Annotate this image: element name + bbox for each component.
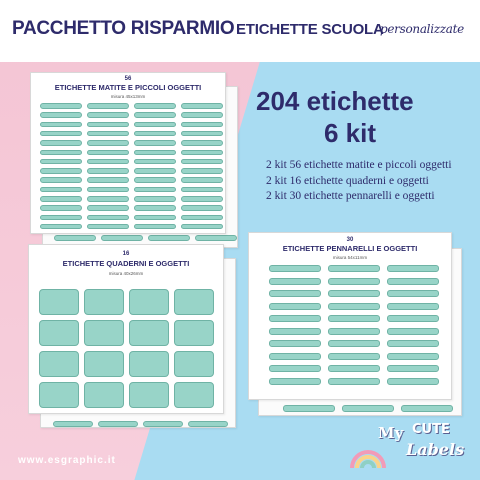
- label-shape: [387, 278, 439, 285]
- label-shape: [195, 235, 237, 241]
- label-shape: [40, 168, 82, 174]
- header-title: PACCHETTO RISPARMIO: [12, 18, 235, 39]
- label-shape: [387, 328, 439, 335]
- label-shape: [181, 215, 223, 221]
- label-shape: [134, 177, 176, 183]
- label-shape: [134, 196, 176, 202]
- pencil-sheet-count: 56: [124, 76, 132, 82]
- label-shape: [129, 382, 169, 408]
- label-shape: [188, 421, 228, 427]
- label-shape: [269, 315, 321, 322]
- label-shape: [181, 168, 223, 174]
- kit-line: 2 kit 16 etichette quaderni e oggetti: [266, 174, 429, 187]
- label-shape: [328, 378, 380, 385]
- logo-my: My: [378, 424, 404, 442]
- label-shape: [269, 303, 321, 310]
- label-shape: [174, 289, 214, 315]
- label-shape: [40, 112, 82, 118]
- notebook-sheet-count: 16: [122, 251, 130, 257]
- header-band: [0, 0, 480, 62]
- label-shape: [40, 159, 82, 165]
- label-shape: [40, 215, 82, 221]
- label-shape: [328, 365, 380, 372]
- label-shape: [134, 122, 176, 128]
- label-shape: [87, 131, 129, 137]
- pencil-sheet: [30, 72, 226, 234]
- website-link[interactable]: www.esgraphic.it: [18, 455, 116, 466]
- label-shape: [328, 265, 380, 272]
- label-shape: [129, 289, 169, 315]
- label-shape: [87, 168, 129, 174]
- brand-logo: [348, 420, 468, 478]
- label-shape: [98, 421, 138, 427]
- marker-sheet-size: misura 54x11mm: [332, 255, 368, 260]
- label-shape: [328, 315, 380, 322]
- pencil-sheet-size: misura 45x13mm: [110, 94, 146, 99]
- label-shape: [328, 340, 380, 347]
- marker-sheet-title: ETICHETTE PENNARELLI E OGGETTI: [282, 244, 418, 253]
- label-shape: [269, 365, 321, 372]
- label-shape: [181, 112, 223, 118]
- kit-list: [266, 158, 452, 205]
- label-shape: [129, 351, 169, 377]
- label-shape: [269, 265, 321, 272]
- notebook-sheet-size: misura 40x26mm: [108, 271, 144, 276]
- label-shape: [84, 289, 124, 315]
- label-shape: [328, 353, 380, 360]
- label-shape: [39, 382, 79, 408]
- label-shape: [283, 405, 335, 412]
- label-shape: [87, 177, 129, 183]
- label-shape: [181, 177, 223, 183]
- label-shape: [87, 103, 129, 109]
- label-shape: [181, 224, 223, 230]
- label-shape: [387, 315, 439, 322]
- pencil-sheet-title: ETICHETTE MATITE E PICCOLI OGGETTI: [54, 83, 202, 92]
- label-shape: [174, 382, 214, 408]
- label-shape: [134, 205, 176, 211]
- headline-kits: 6 kit: [324, 118, 377, 148]
- label-shape: [40, 103, 82, 109]
- label-shape: [40, 187, 82, 193]
- label-shape: [328, 303, 380, 310]
- label-shape: [181, 140, 223, 146]
- notebook-sheet-title: ETICHETTE QUADERNI E OGGETTI: [62, 259, 190, 268]
- label-shape: [87, 150, 129, 156]
- label-shape: [134, 224, 176, 230]
- label-shape: [40, 122, 82, 128]
- label-shape: [40, 224, 82, 230]
- label-shape: [134, 159, 176, 165]
- label-shape: [87, 196, 129, 202]
- label-shape: [328, 290, 380, 297]
- label-shape: [134, 168, 176, 174]
- label-shape: [387, 378, 439, 385]
- kit-line: 2 kit 30 etichette pennarelli e oggetti: [266, 190, 435, 202]
- label-shape: [87, 122, 129, 128]
- label-shape: [148, 235, 190, 241]
- label-shape: [39, 320, 79, 346]
- label-shape: [174, 320, 214, 346]
- notebook-sheet: [28, 244, 224, 414]
- label-shape: [101, 235, 143, 241]
- label-shape: [87, 159, 129, 165]
- label-shape: [134, 112, 176, 118]
- label-shape: [269, 340, 321, 347]
- marker-sheet-count: 30: [346, 237, 354, 243]
- label-shape: [181, 122, 223, 128]
- label-shape: [269, 378, 321, 385]
- label-shape: [84, 351, 124, 377]
- label-shape: [40, 196, 82, 202]
- label-shape: [387, 340, 439, 347]
- label-shape: [87, 224, 129, 230]
- label-shape: [40, 140, 82, 146]
- label-shape: [181, 150, 223, 156]
- label-shape: [328, 328, 380, 335]
- label-shape: [387, 365, 439, 372]
- header-subtitle: ETICHETTE SCUOLA: [236, 21, 384, 38]
- label-shape: [401, 405, 453, 412]
- label-shape: [40, 177, 82, 183]
- label-shape: [269, 290, 321, 297]
- label-shape: [328, 278, 380, 285]
- label-shape: [134, 103, 176, 109]
- headline-count: 204 etichette: [256, 86, 414, 116]
- label-shape: [181, 196, 223, 202]
- label-shape: [387, 290, 439, 297]
- label-shape: [134, 187, 176, 193]
- label-shape: [134, 215, 176, 221]
- label-shape: [84, 382, 124, 408]
- label-shape: [87, 215, 129, 221]
- label-shape: [342, 405, 394, 412]
- label-shape: [134, 131, 176, 137]
- label-shape: [387, 353, 439, 360]
- label-shape: [40, 131, 82, 137]
- label-shape: [181, 205, 223, 211]
- label-shape: [387, 265, 439, 272]
- label-shape: [84, 320, 124, 346]
- label-shape: [269, 278, 321, 285]
- label-shape: [269, 328, 321, 335]
- logo-cute: CUTE: [412, 422, 450, 437]
- label-shape: [134, 140, 176, 146]
- label-shape: [181, 159, 223, 165]
- kit-line: 2 kit 56 etichette matite e piccoli oggetti: [266, 159, 452, 171]
- label-shape: [40, 205, 82, 211]
- label-shape: [174, 351, 214, 377]
- label-shape: [87, 205, 129, 211]
- label-shape: [129, 320, 169, 346]
- label-shape: [134, 150, 176, 156]
- label-shape: [269, 353, 321, 360]
- label-shape: [181, 131, 223, 137]
- marker-sheet: [248, 232, 452, 400]
- header-script: personalizzate: [380, 22, 464, 36]
- label-shape: [39, 289, 79, 315]
- label-shape: [87, 112, 129, 118]
- label-shape: [87, 140, 129, 146]
- label-shape: [87, 187, 129, 193]
- label-shape: [143, 421, 183, 427]
- rainbow-icon: [348, 442, 388, 470]
- logo-labels: Labels: [406, 440, 465, 459]
- label-shape: [54, 235, 96, 241]
- label-shape: [387, 303, 439, 310]
- label-shape: [39, 351, 79, 377]
- label-shape: [181, 103, 223, 109]
- label-shape: [40, 150, 82, 156]
- label-shape: [181, 187, 223, 193]
- label-shape: [53, 421, 93, 427]
